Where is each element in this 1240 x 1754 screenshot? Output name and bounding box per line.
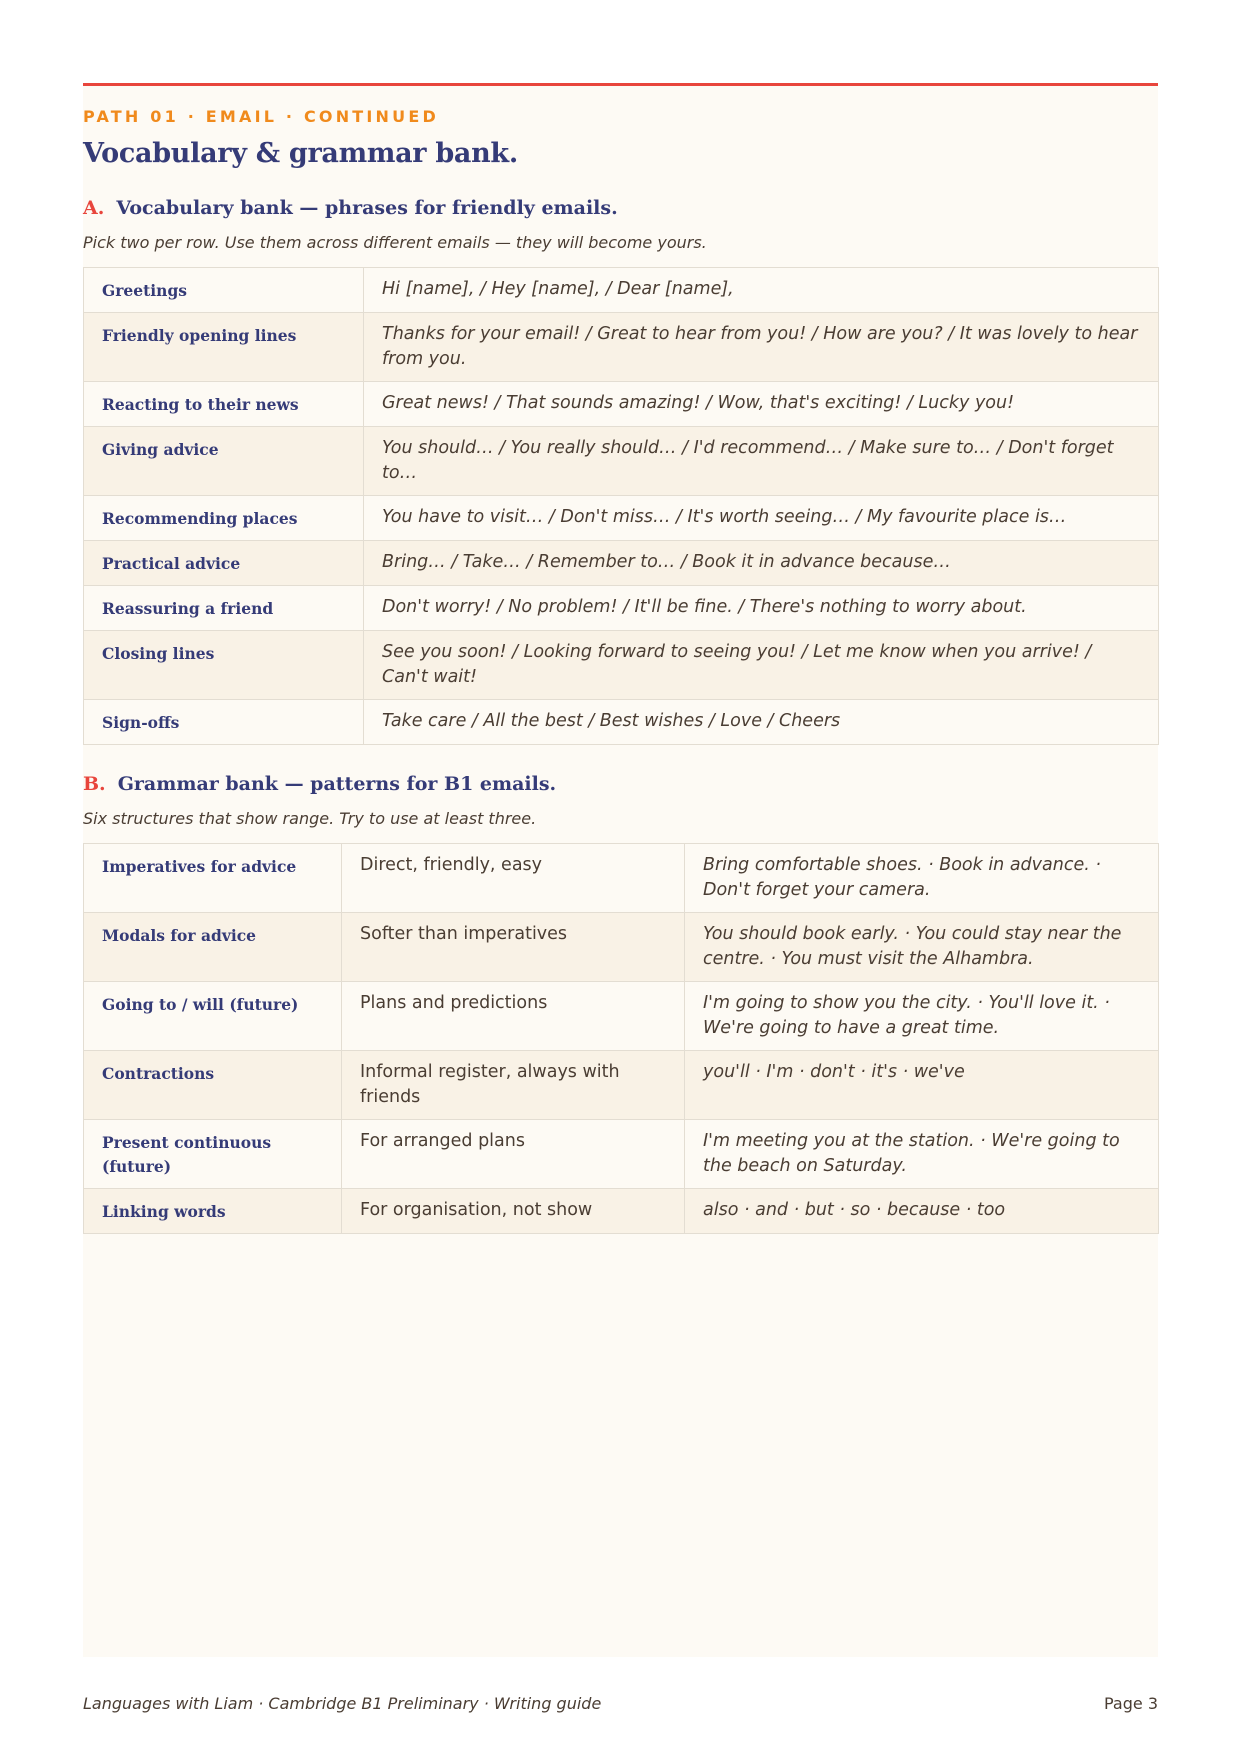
table-row (84, 382, 1159, 427)
grammar-row-use: Direct, friendly, easy (342, 844, 685, 913)
vocab-row-label: Sign-offs (84, 700, 364, 745)
vocab-row-phrases: Don't worry! / No problem! / It'll be fine. / There's nothing to worry about. (364, 586, 1159, 631)
vocab-row-label: Practical advice (84, 541, 364, 586)
table-row (84, 541, 1159, 586)
table-row (84, 1051, 1159, 1120)
vocab-row-label: Recommending places (84, 496, 364, 541)
grammar-row-label: Linking words (84, 1189, 342, 1234)
vocab-row-label: Closing lines (84, 631, 364, 700)
grammar-row-examples: you'll · I'm · don't · it's · we've (685, 1051, 1159, 1120)
table-row (84, 844, 1159, 913)
page-title: Vocabulary & grammar bank. (83, 138, 518, 169)
vocab-row-phrases: Great news! / That sounds amazing! / Wow, that's exciting! / Lucky you! (364, 382, 1159, 427)
grammar-section-letter: B. (83, 773, 106, 795)
table-row (84, 982, 1159, 1051)
table-row (84, 586, 1159, 631)
table-row (84, 631, 1159, 700)
table-row (84, 427, 1159, 496)
grammar-section-heading (83, 773, 1158, 795)
grammar-row-label: Imperatives for advice (84, 844, 342, 913)
table-row (84, 268, 1159, 313)
grammar-row-label: Contractions (84, 1051, 342, 1120)
grammar-row-examples: Bring comfortable shoes. · Book in advance. · Don't forget your camera. (685, 844, 1159, 913)
vocab-row-phrases: Take care / All the best / Best wishes / Love / Cheers (364, 700, 1159, 745)
page-sheet (83, 83, 1158, 1657)
grammar-table (83, 843, 1159, 1234)
grammar-row-use: Informal register, always with friends (342, 1051, 685, 1120)
table-row (84, 1189, 1159, 1234)
vocab-row-phrases: You have to visit… / Don't miss… / It's worth seeing… / My favourite place is… (364, 496, 1159, 541)
table-row (84, 313, 1159, 382)
vocab-row-phrases: You should… / You really should… / I'd recommend… / Make sure to… / Don't forget to… (364, 427, 1159, 496)
table-row (84, 913, 1159, 982)
grammar-row-examples: I'm meeting you at the station. · We're going to the beach on Saturday. (685, 1120, 1159, 1189)
table-row (84, 496, 1159, 541)
table-row (84, 1120, 1159, 1189)
footer-credit: Languages with Liam · Cambridge B1 Preliminary · Writing guide (83, 1694, 602, 1713)
grammar-row-use: Softer than imperatives (342, 913, 685, 982)
vocab-row-phrases: See you soon! / Looking forward to seeing you! / Let me know when you arrive! / Can't wait! (364, 631, 1159, 700)
vocab-section-title: Vocabulary bank — phrases for friendly emails. (116, 197, 618, 219)
grammar-row-label: Present continuous (future) (84, 1120, 342, 1189)
vocab-row-label: Reassuring a friend (84, 586, 364, 631)
vocab-row-phrases: Bring… / Take… / Remember to… / Book it in advance because… (364, 541, 1159, 586)
grammar-row-use: For arranged plans (342, 1120, 685, 1189)
grammar-section-intro: Six structures that show range. Try to use at least three. (83, 809, 537, 828)
grammar-row-use: Plans and predictions (342, 982, 685, 1051)
table-row (84, 700, 1159, 745)
vocab-row-label: Friendly opening lines (84, 313, 364, 382)
grammar-row-examples: I'm going to show you the city. · You'll love it. · We're going to have a great time. (685, 982, 1159, 1051)
grammar-row-use: For organisation, not show (342, 1189, 685, 1234)
grammar-row-examples: also · and · but · so · because · too (685, 1189, 1159, 1234)
page-number: Page 3 (1104, 1694, 1158, 1713)
vocab-row-label: Reacting to their news (84, 382, 364, 427)
vocab-row-phrases: Thanks for your email! / Great to hear from you! / How are you? / It was lovely to hear from you. (364, 313, 1159, 382)
vocab-section-heading (83, 197, 1158, 219)
vocab-row-phrases: Hi [name], / Hey [name], / Dear [name], (364, 268, 1159, 313)
vocab-row-label: Giving advice (84, 427, 364, 496)
page-kicker: PATH 01 · EMAIL · CONTINUED (83, 107, 439, 126)
grammar-row-label: Modals for advice (84, 913, 342, 982)
vocab-table (83, 267, 1159, 745)
grammar-section-title: Grammar bank — patterns for B1 emails. (117, 773, 557, 795)
grammar-row-label: Going to / will (future) (84, 982, 342, 1051)
grammar-row-examples: You should book early. · You could stay near the centre. · You must visit the Alhambra. (685, 913, 1159, 982)
vocab-section-letter: A. (83, 197, 105, 219)
vocab-section-intro: Pick two per row. Use them across different emails — they will become yours. (83, 233, 707, 252)
vocab-row-label: Greetings (84, 268, 364, 313)
